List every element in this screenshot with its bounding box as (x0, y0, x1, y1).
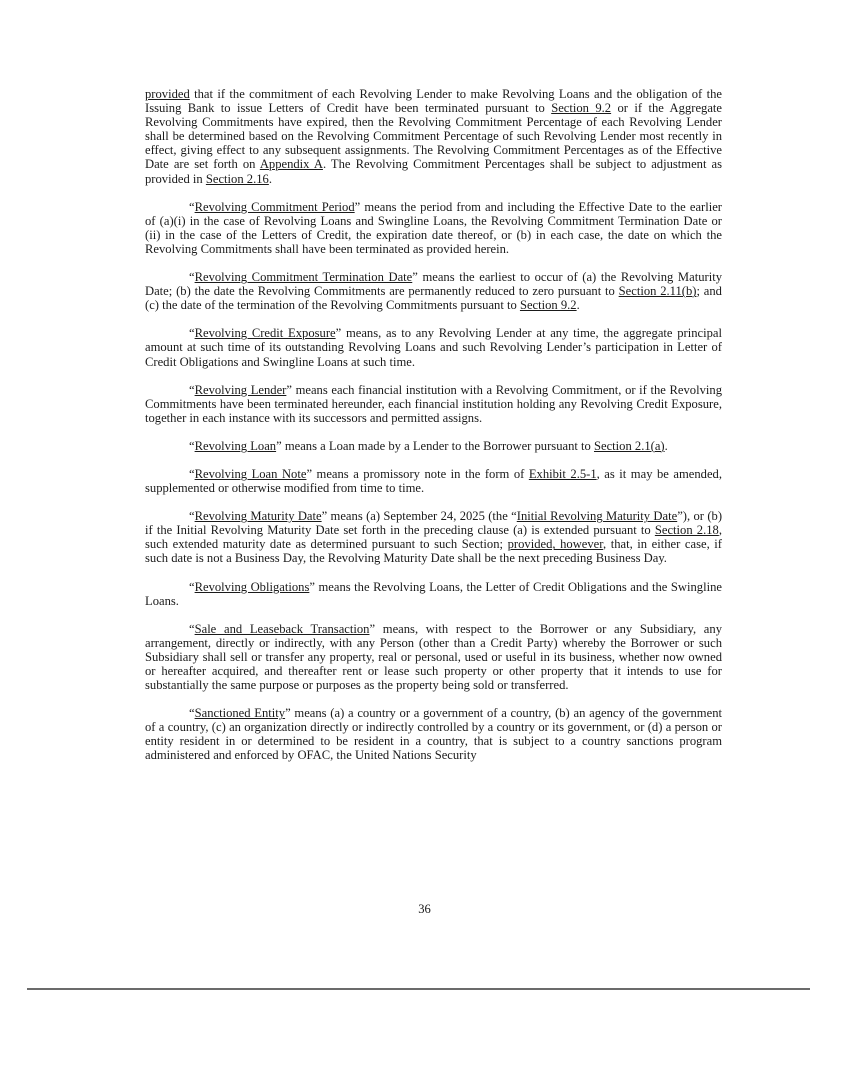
defined-term: Revolving Commitment Termination Date (194, 270, 413, 285)
defined-term: Sale and Leaseback Transaction (194, 621, 370, 636)
defined-term: Revolving Obligations (194, 579, 310, 594)
defined-term: Revolving Loan (194, 438, 277, 453)
definition-revolving-commitment-termination-date: “Revolving Commitment Termination Date” means the earliest to occur of (a) the Revolving Maturity Date; (b) the date the Revolving Commitments are permanently reduced to zero pursuant to Section 2.11(b); and (c) the date of the termination of the Revolving Commitments pursuant to Section 9.2. (145, 270, 722, 313)
definition-sale-and-leaseback-transaction: “Sale and Leaseback Transaction” means, with respect to the Borrower or any Subsidiary, any arrangement, directly or indirectly, with any Person (other than a Credit Party) whereby the Borrower or such Subsidiary shall sell or transfer any property, real or personal, used or useful in its business, whether now owned or hereafter acquired, and thereafter rent or lease such property or other property that it intends to use for substantially the same purpose or purposes as the property being sold or transferred. (145, 621, 722, 693)
defined-term: Revolving Loan Note (194, 466, 307, 481)
definition-revolving-lender: “Revolving Lender” means each financial institution with a Revolving Commitment, or if the Revolving Commitments have been terminated hereunder, each financial institution holding any Revolving Credit Exposure, together in each instance with its successors and permitted assigns. (145, 382, 722, 425)
definition-revolving-commitment-period: “Revolving Commitment Period” means the period from and including the Effective Date to the earlier of (a)(i) in the case of Revolving Loans and Swingline Loans, the Revolving Commitment Termination Date or (ii) in the case of the Letters of Credit, the expiration date thereof, or (b) in each case, the date on which the Revolving Commitments shall have been terminated as provided herein. (145, 199, 723, 256)
section-reference: Section 2.18 (654, 523, 719, 538)
section-reference: Section 2.16 (205, 171, 269, 186)
section-reference: Section 2.11(b) (618, 284, 697, 299)
section-reference: Section 9.2 (551, 101, 612, 116)
document-body (145, 87, 722, 777)
defined-term-initial-revolving-maturity-date: Initial Revolving Maturity Date (516, 509, 678, 524)
definition-revolving-loan-note: “Revolving Loan Note” means a promissory note in the form of Exhibit 2.5-1, as it may be amended, supplemented or otherwise modified from time to time. (145, 466, 722, 496)
footer-divider (27, 988, 810, 990)
definition-revolving-obligations: “Revolving Obligations” means the Revolving Loans, the Letter of Credit Obligations and the Swingline Loans. (145, 579, 722, 608)
definition-revolving-maturity-date: “Revolving Maturity Date” means (a) September 24, 2025 (the “Initial Revolving Maturity Date”), or (b) if the Initial Revolving Maturity Date set forth in the preceding clause (a) is extended pursuant to Section 2.18, such extended maturity date as determined pursuant to such Section; provided, however, that, in either case, if such date is not a Business Day, the Revolving Maturity Date shall be the next preceding Business Day. (145, 509, 723, 566)
section-reference: Section 2.1(a) (593, 438, 665, 453)
defined-term: Revolving Credit Exposure (194, 326, 336, 341)
defined-term: Revolving Lender (194, 382, 287, 397)
defined-term-provided: provided (145, 87, 190, 101)
exhibit-reference: Exhibit 2.5-1 (528, 466, 597, 481)
defined-term: Revolving Maturity Date (194, 509, 322, 524)
page-number: 36 (418, 902, 431, 916)
proviso-term: provided, however (507, 537, 603, 552)
defined-term: Revolving Commitment Period (194, 199, 355, 214)
appendix-reference: Appendix A (259, 157, 323, 172)
section-reference: Section 9.2 (519, 298, 577, 313)
paragraph-revolving-commitment-percentage-continued: provided that if the commitment of each Revolving Lender to make Revolving Loans and the obligation of the Issuing Bank to issue Letters of Credit have been terminated pursuant to Section 9.2 or if the Aggregate Revolving Commitments have expired, then the Revolving Commitment Percentage of each Revolving Lender shall be determined based on the Revolving Commitment Percentage of such Revolving Lender most recently in effect, giving effect to any subsequent assignments. The Revolving Commitment Percentages as of the Effective Date are set forth on Appendix A. The Revolving Commitment Percentages shall be subject to adjustment as provided in Section 2.16. (145, 87, 723, 186)
definition-sanctioned-entity: “Sanctioned Entity” means (a) a country or a government of a country, (b) an agency of the government of a country, (c) an organization directly or indirectly controlled by a country or its government, or (d) a person or entity resident in or determined to be resident in a country, that is subject to a country sanctions program administered and enforced by OFAC, the United Nations Security (145, 706, 722, 763)
definition-revolving-credit-exposure: “Revolving Credit Exposure” means, as to any Revolving Lender at any time, the aggregate principal amount at such time of its outstanding Revolving Loans and such Revolving Lender’s participation in Letter of Credit Obligations and Swingline Loans at such time. (145, 326, 723, 369)
defined-term: Sanctioned Entity (194, 706, 286, 721)
definition-revolving-loan: “Revolving Loan” means a Loan made by a Lender to the Borrower pursuant to Section 2.1(a). (189, 438, 668, 453)
